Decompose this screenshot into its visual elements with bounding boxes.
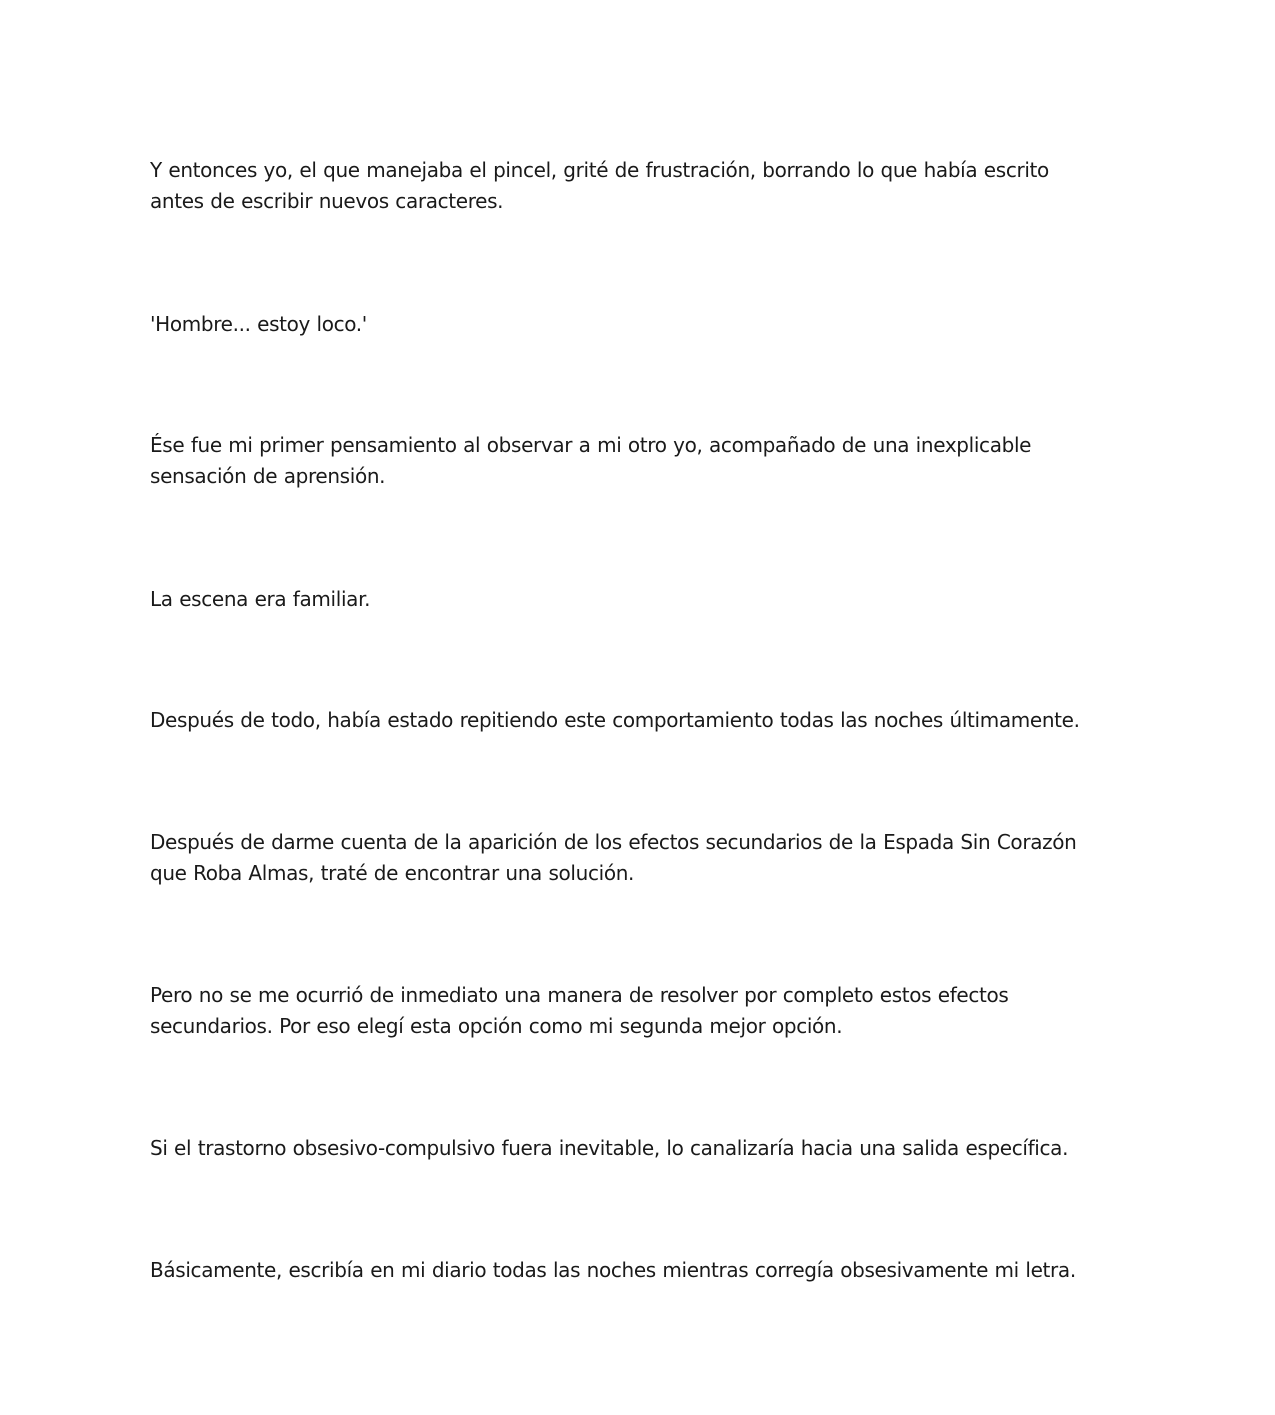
paragraph-7-line-1: Pero no se me ocurrió de inmediato una manera de resolver por completo estos efectos [150, 983, 1009, 1007]
paragraph-7-line-2: secundarios. Por eso elegí esta opción como mi segunda mejor opción. [150, 1013, 843, 1038]
paragraph-2 [150, 309, 1140, 340]
paragraph-9 [150, 1255, 1140, 1286]
paragraph-5-line-1: Después de todo, había estado repitiendo este comportamiento todas las noches últimamente. [150, 708, 1080, 732]
paragraph-4-line-1: La escena era familiar. [150, 587, 371, 611]
paragraph-7 [150, 980, 1140, 1041]
paragraph-2-line-1: 'Hombre... estoy loco.' [150, 312, 367, 336]
paragraph-8 [150, 1133, 1140, 1164]
paragraph-3-line-1: Ése fue mi primer pensamiento al observar a mi otro yo, acompañado de una inexplicable [150, 433, 1032, 457]
paragraph-9-line-1: Básicamente, escribía en mi diario todas las noches mientras corregía obsesivamente mi letra. [150, 1258, 1076, 1282]
paragraph-1-line-1: Y entonces yo, el que manejaba el pincel, grité de frustración, borrando lo que había escrito [150, 158, 1049, 182]
paragraph-6 [150, 827, 1140, 888]
paragraph-8-line-1: Si el trastorno obsesivo-compulsivo fuera inevitable, lo canalizaría hacia una salida específica. [150, 1136, 1069, 1160]
paragraph-6-line-2: que Roba Almas, traté de encontrar una solución. [150, 860, 635, 885]
paragraph-1-line-2: antes de escribir nuevos caracteres. [150, 188, 504, 213]
paragraph-5 [150, 705, 1140, 736]
paragraph-6-line-1: Después de darme cuenta de la aparición de los efectos secundarios de la Espada Sin Corazón [150, 830, 1077, 854]
paragraph-4 [150, 584, 1140, 615]
paragraph-3 [150, 430, 1140, 491]
paragraph-3-line-2: sensación de aprensión. [150, 463, 386, 488]
paragraph-1 [150, 155, 1140, 216]
